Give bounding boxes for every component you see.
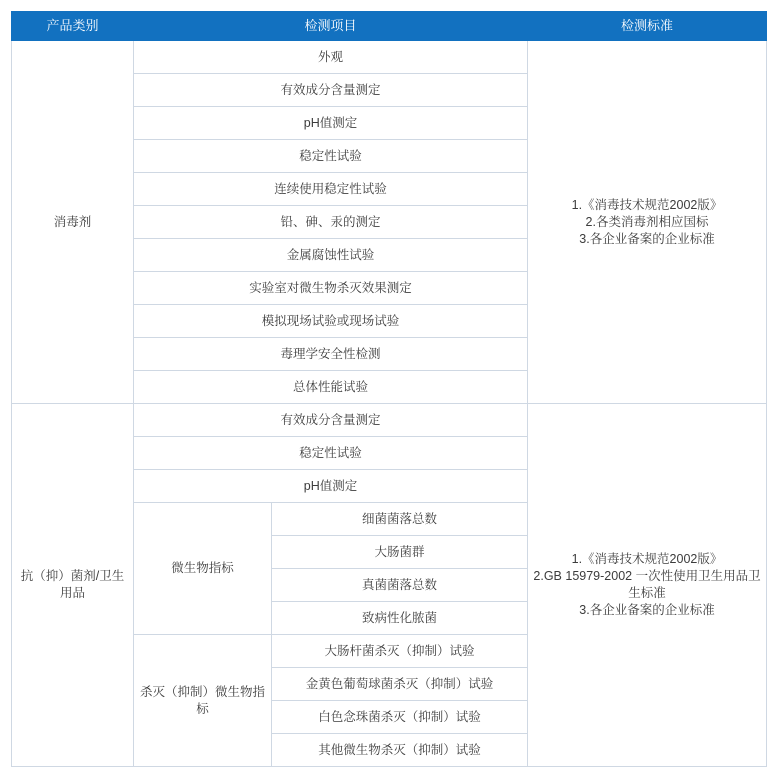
item-cell: 有效成分含量测定	[134, 74, 528, 107]
item-cell: 白色念珠菌杀灭（抑制）试验	[272, 701, 528, 734]
header-inspection-item: 检测项目	[134, 12, 528, 41]
item-cell: 金黄色葡萄球菌杀灭（抑制）试验	[272, 668, 528, 701]
standard-line: 2.GB 15979-2002 一次性使用卫生用品卫生标准	[533, 569, 761, 600]
item-cell: 实验室对微生物杀灭效果测定	[134, 272, 528, 305]
header-inspection-standard: 检测标准	[528, 12, 767, 41]
item-cell: 铅、砷、汞的测定	[134, 206, 528, 239]
item-cell: 毒理学安全性检测	[134, 338, 528, 371]
header-product-category: 产品类别	[12, 12, 134, 41]
standard-line: 1.《消毒技术规范2002版》	[571, 552, 723, 566]
item-cell: 稳定性试验	[134, 437, 528, 470]
item-cell: 稳定性试验	[134, 140, 528, 173]
category-cell-disinfectant: 消毒剂	[12, 41, 134, 404]
item-cell: 有效成分含量测定	[134, 404, 528, 437]
standard-line: 3.各企业备案的企业标准	[579, 231, 715, 246]
item-cell: 真菌菌落总数	[272, 569, 528, 602]
category-cell-antibacterial: 抗（抑）菌剂/卫生用品	[12, 404, 134, 767]
standard-line: 2.各类消毒剂相应国标	[585, 214, 709, 229]
subgroup-cell-microbial-indicators: 微生物指标	[134, 503, 272, 635]
item-cell: 大肠菌群	[272, 536, 528, 569]
table-row	[12, 404, 767, 437]
subgroup-cell-kill-inhibit-indicators: 杀灭（抑制）微生物指标	[134, 635, 272, 767]
standard-line: 1.《消毒技术规范2002版》	[571, 197, 723, 212]
item-cell: pH值测定	[134, 470, 528, 503]
item-cell: 总体性能试验	[134, 371, 528, 404]
standard-line: 3.各企业备案的企业标准	[579, 603, 715, 617]
item-cell: 金属腐蚀性试验	[134, 239, 528, 272]
table-header-row	[12, 12, 767, 41]
item-cell: 外观	[134, 41, 528, 74]
table-row	[12, 41, 767, 74]
item-cell: pH值测定	[134, 107, 528, 140]
inspection-items-table	[11, 11, 767, 767]
item-cell: 其他微生物杀灭（抑制）试验	[272, 734, 528, 767]
item-cell: 致病性化脓菌	[272, 602, 528, 635]
standard-cell-antibacterial	[528, 404, 767, 767]
item-cell: 大肠杆菌杀灭（抑制）试验	[272, 635, 528, 668]
item-cell: 模拟现场试验或现场试验	[134, 305, 528, 338]
item-cell: 连续使用稳定性试验	[134, 173, 528, 206]
standard-cell-disinfectant	[528, 41, 767, 404]
item-cell: 细菌菌落总数	[272, 503, 528, 536]
